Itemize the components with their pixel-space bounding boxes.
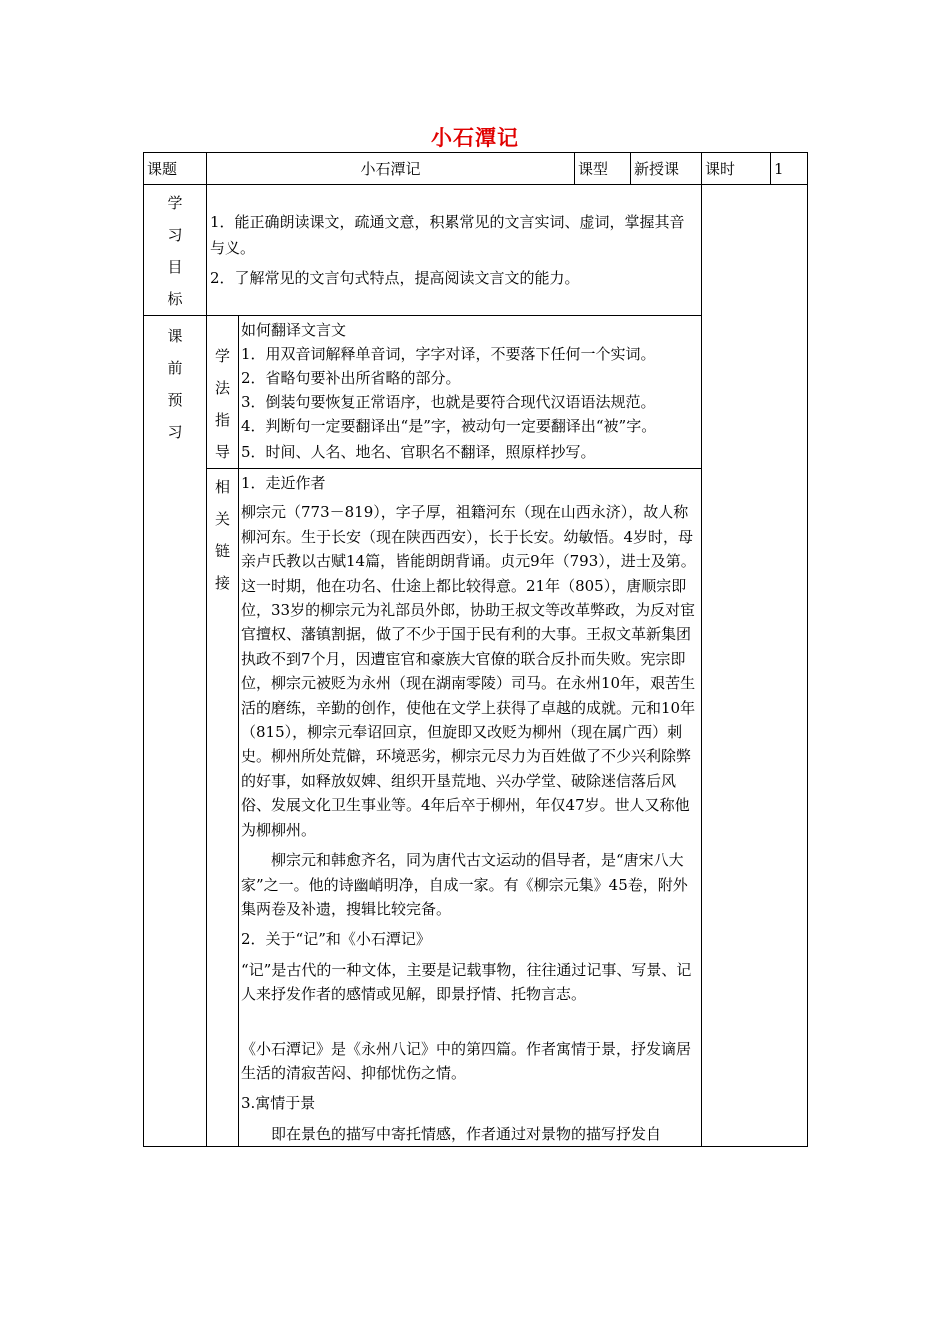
objectives-label: 学 习 目 标 — [144, 185, 207, 316]
objectives-row — [144, 185, 808, 316]
section-heading: 2．关于“记”和《小石潭记》 — [241, 930, 431, 949]
header-row — [144, 153, 808, 185]
author-summary: 柳宗元和韩愈齐名，同为唐代古文运动的倡导者，是“唐宋八大家”之一。他的诗幽峭明净，自成一家。有《柳宗元集》45卷，附外集两卷及补遗，搜辑比较完备。 — [241, 851, 688, 918]
section-heading: 3.寓情于景 — [241, 1094, 316, 1113]
right-blank-column — [702, 185, 808, 1147]
method-item: 5．时间、人名、地名、官职名不翻译，照原样抄写。 — [241, 443, 596, 461]
preview-label: 课 前 预 习 — [144, 316, 207, 1147]
lesson-type-value: 新授课 — [631, 153, 702, 185]
technique-note: 即在景色的描写中寄托情感，作者通过对景物的描写抒发自 — [271, 1124, 662, 1143]
objectives-content — [207, 185, 702, 316]
links-label: 相 关 链 接 — [207, 469, 239, 1147]
method-label: 学 法 指 导 — [207, 316, 239, 469]
author-bio: 柳宗元（773－819），字子厚，祖籍河东（现在山西永济），故人称柳河东。生于长安（现在陕西西安），长于长安。幼敏悟。4岁时，母亲卢氏教以古赋14篇，皆能朗朗背诵。贞元9年（793），进士及第。这一时期，他在功名、仕途上都比较得意。21年（805），唐顺宗即位，33岁的柳宗元为礼部员外郎，协助王叔文等改革弊政，为反对宦官擅权、藩镇割据，做了不少于国于民有利的大事。王叔文革新集团执政不到7个月，因遭宦官和豪族大官僚的联合反扑而失败。宪宗即位，柳宗元被贬为永州（现在湖南零陵）司马。在永州10年，艰苦生活的磨练，辛勤的创作，使他在文学上获得了卓越的成就。元和10年（815），柳宗元奉诏回京，但旋即又改贬为柳州（现在属广西）刺史。柳州所处荒僻，环境恶劣，柳宗元尽力为百姓做了不少兴利除弊的好事，如释放奴婢、组织开垦荒地、兴办学堂、破除迷信落后风俗、发展文化卫生事业等。4年后卒于柳州，年仅47岁。世人又称他为柳柳州。 — [241, 503, 696, 839]
method-heading: 如何翻译文言文 — [241, 321, 347, 339]
periods-label: 课时 — [702, 153, 771, 185]
method-item: 1．用双音词解释单音词，字字对译，不要落下任何一个实词。 — [241, 345, 656, 363]
text-note: 《小石潭记》是《永州八记》中的第四篇。作者寓情于景，抒发谪居生活的清寂苦闷、抑郁忧伤之情。 — [241, 1039, 692, 1082]
objective-item: 2．了解常见的文言句式特点，提高阅读文言文的能力。 — [210, 269, 580, 287]
section-heading: 1．走近作者 — [241, 474, 326, 492]
topic-label: 课题 — [144, 153, 207, 185]
spacer — [241, 1007, 699, 1031]
links-content — [239, 469, 702, 1147]
method-item: 2．省略句要补出所省略的部分。 — [241, 369, 461, 387]
page-title: 小石潭记 — [431, 125, 519, 150]
method-content — [239, 316, 702, 469]
topic-value: 小石潭记 — [207, 153, 575, 185]
objective-item: 1．能正确朗读课文，疏通文意，积累常见的文言实词、虚词，掌握其音与义。 — [210, 213, 685, 257]
genre-note: “记”是古代的一种文体，主要是记载事物，往往通过记事、写景、记人来抒发作者的感情或见解，即景抒情、托物言志。 — [241, 960, 692, 1004]
lesson-type-label: 课型 — [575, 153, 631, 185]
method-item: 3．倒装句要恢复正常语序，也就是要符合现代汉语语法规范。 — [241, 393, 656, 411]
method-item: 4．判断句一定要翻译出“是”字，被动句一定要翻译出“被”字。 — [241, 417, 657, 435]
lesson-plan-table — [143, 152, 808, 1147]
periods-value: 1 — [771, 153, 808, 185]
